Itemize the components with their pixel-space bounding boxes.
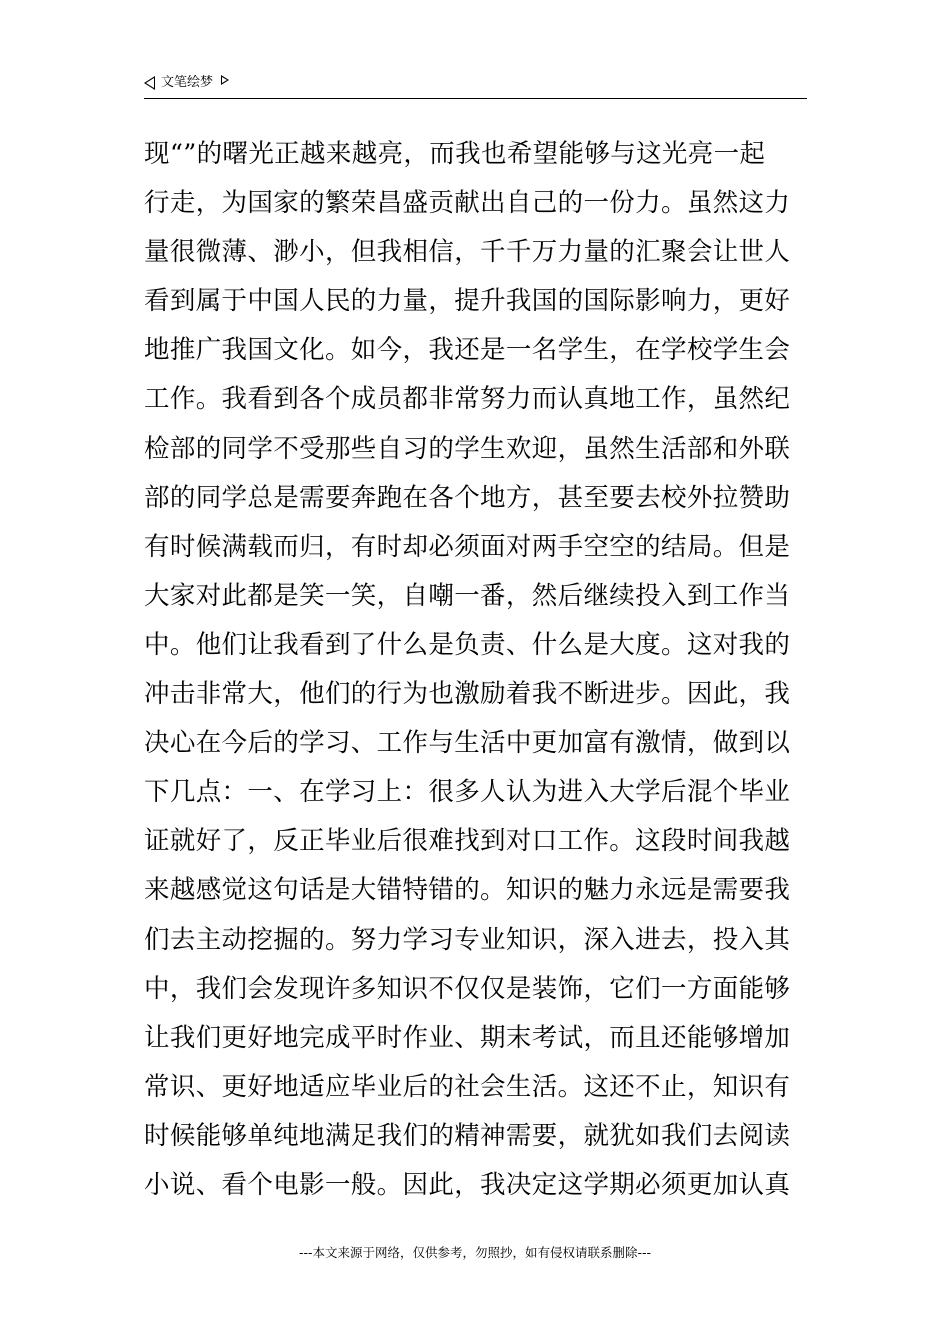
footer-note: ---本文来源于网络，仅供参考，勿照抄，如有侵权请联系删除--- [298,1245,652,1260]
text-line: 们去主动挖掘的。努力学习专业知识，深入进去，投入其 [144,924,791,955]
text-line: 部的同学总是需要奔跑在各个地方，甚至要去校外拉赞助 [144,482,791,513]
text-line: 冲击非常大，他们的行为也激励着我不断进步。因此，我 [144,679,791,710]
header-title: 文笔绘梦 [161,75,214,90]
text-line: 检部的同学不受那些自习的学生欢迎，虽然生活部和外联 [144,433,791,464]
text-line: 有时候满载而归，有时却必须面对两手空空的结局。但是 [144,531,791,562]
text-line: 下几点：一、在学习上：很多人认为进入大学后混个毕业 [144,777,791,808]
text-line: 证就好了，反正毕业后很难找到对口工作。这段时间我越 [144,826,791,857]
text-line: 让我们更好地完成平时作业、期末考试，而且还能够增加 [144,1022,791,1053]
text-line: 看到属于中国人民的力量，提升我国的国际影响力，更好 [144,286,791,317]
text-line: 工作。我看到各个成员都非常努力而认真地工作，虽然纪 [144,384,791,415]
triangle-left-icon [144,76,155,90]
header-brand [144,75,229,91]
document-body [144,130,807,1210]
text-line: 决心在今后的学习、工作与生活中更加富有激情，做到以 [144,728,791,759]
text-line: 来越感觉这句话是大错特错的。知识的魅力永远是需要我 [144,875,791,906]
text-line: 地推广我国文化。如今，我还是一名学生，在学校学生会 [144,335,791,366]
text-line: 中。他们让我看到了什么是负责、什么是大度。这对我的 [144,629,791,660]
text-line: 常识、更好地适应毕业后的社会生活。这还不止，知识有 [144,1071,791,1102]
text-line: 现“”的曙光正越来越亮，而我也希望能够与这光亮一起 [144,139,766,169]
text-line: 小说、看个电影一般。因此，我决定这学期必须更加认真 [144,1169,791,1200]
text-line: 大家对此都是笑一笑，自嘲一番，然后继续投入到工作当 [144,580,791,611]
text-line: 行走，为国家的繁荣昌盛贡献出自己的一份力。虽然这力 [144,188,791,219]
triangle-right-icon [221,75,229,85]
page-header [144,72,807,99]
text-line: 中，我们会发现许多知识不仅仅是装饰，它们一方面能够 [144,973,791,1004]
text-line: 时候能够单纯地满足我们的精神需要，就犹如我们去阅读 [144,1120,791,1151]
text-line: 量很微薄、渺小，但我相信，千千万力量的汇聚会让世人 [144,237,791,268]
